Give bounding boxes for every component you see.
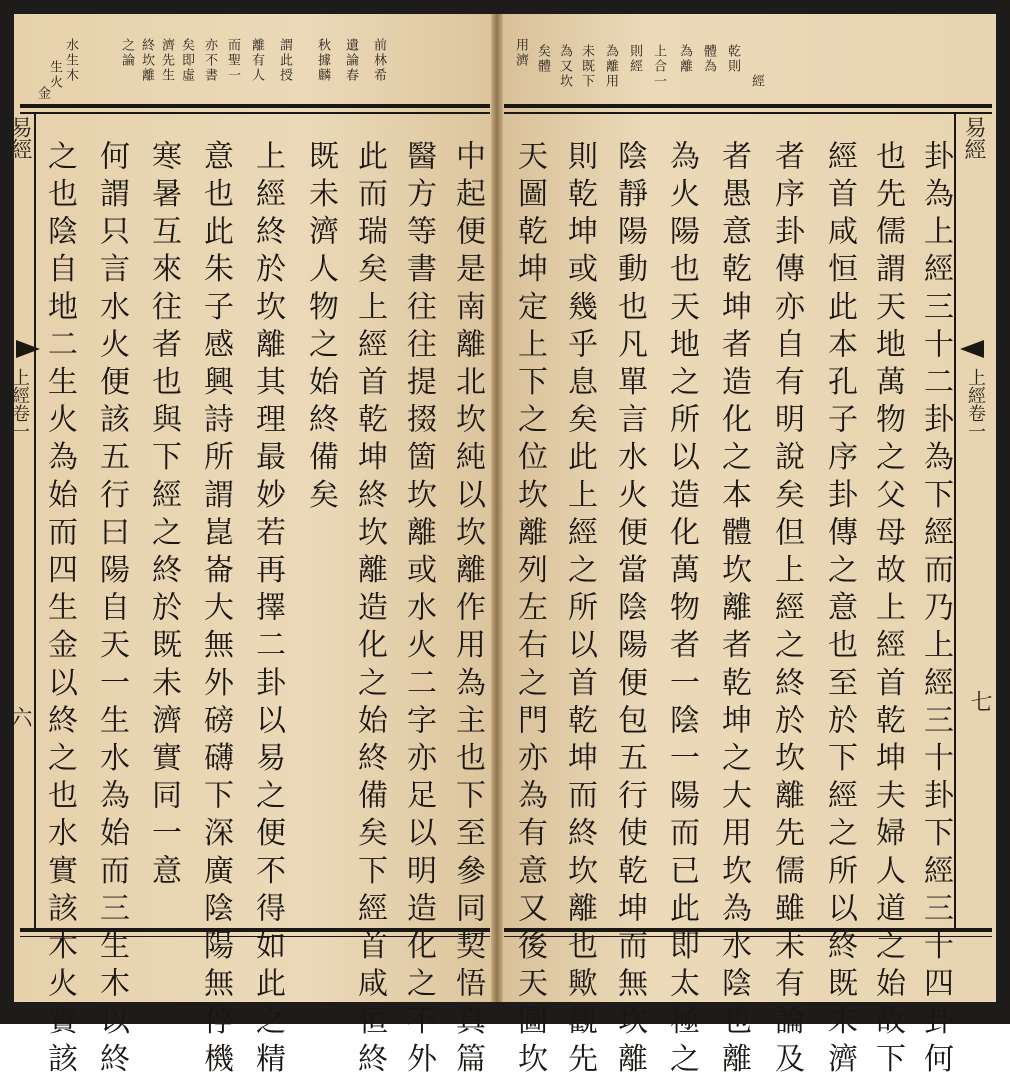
- text-column: 也先儒謂天地萬物之父母故上經首乾坤夫婦人道之始故下: [870, 140, 905, 1080]
- text-column: 者愚意乾坤者造化之本體坎離者乾坤之大用坎為水陰也離: [716, 140, 751, 1080]
- text-column: 則乾坤或幾乎息矣此上經之所以首乾坤而終坎離也歟觀先: [562, 140, 597, 1080]
- header-column: 為離: [677, 44, 692, 74]
- header-column: 未既下: [579, 44, 594, 89]
- text-column: 中起便是南離北坎純以坎離作用為主也下至參同契悟真篇: [450, 140, 485, 1080]
- text-column: 陰靜陽動也凡單言水火便當陰陽便包五行使乾坤而無坎離: [612, 140, 647, 1080]
- right-edge-title: 易經: [961, 116, 986, 160]
- header-column: 經: [749, 74, 764, 89]
- left-frame-top-rule: [20, 112, 490, 114]
- header-column: 上合一: [651, 44, 666, 89]
- text-column: 何謂只言水火便該五行曰陽自天一生水為始而三生木以終: [94, 140, 129, 1080]
- text-column: 此而瑞矣上經首乾坤終坎離造化之始終備矣下經首咸恒終: [352, 140, 387, 1080]
- right-header-bottom-rule: [504, 104, 992, 108]
- right-frame-top-rule: [504, 112, 992, 114]
- left-edge-title: 易經: [7, 116, 32, 160]
- header-column: 為又坎: [557, 44, 572, 89]
- text-column: 意也此朱子感興詩所謂崑崙大無外磅礴下深廣陰陽無停機: [198, 140, 233, 1080]
- left-edge-chapter: 上經卷一: [9, 368, 30, 440]
- header-column: 前林希: [371, 38, 386, 83]
- right-edge-chapter: 上經卷一: [965, 368, 986, 440]
- left-fish-tail-mark: [16, 340, 40, 358]
- header-column: 遺論春: [343, 38, 358, 83]
- text-column: 為火陽也天地之所以造化萬物者一陰一陽而已此即太極之: [664, 140, 699, 1080]
- text-column: 既未濟人物之始終備矣: [303, 140, 338, 516]
- header-column: 體為: [701, 44, 716, 74]
- right-edge-page-number: 七: [967, 690, 992, 712]
- header-column: 亦不書: [202, 38, 217, 83]
- header-column: 則經: [627, 44, 642, 74]
- text-column: 卦為上經三十二卦為下經而乃上經三十卦下經三十四卦何: [918, 140, 953, 1080]
- text-column: 之也陰自地二生火為始而四生金以終之也水實該木火實該: [42, 140, 77, 1080]
- header-column: 之論: [119, 38, 134, 68]
- right-fish-tail-mark: [960, 340, 984, 358]
- header-column: 矣體: [535, 44, 550, 74]
- header-column: 濟先生: [159, 38, 174, 83]
- header-column: 謂此授: [277, 38, 292, 83]
- header-column: 矣即虛: [179, 38, 194, 83]
- text-column: 天圖乾坤定上下之位坎離列左右之門亦為有意又後天圖坎: [512, 140, 547, 1080]
- header-column: 乾則: [725, 44, 740, 74]
- header-column: 用濟: [513, 38, 528, 68]
- header-column: 秋據麟: [315, 38, 330, 83]
- header-column: 水生木: [63, 38, 78, 83]
- text-column: 醫方等書往往提掇箇坎離或水火二字亦足以明造化之不外: [401, 140, 436, 1080]
- header-column: 為離用: [603, 44, 618, 89]
- header-column: 離有人: [249, 38, 264, 83]
- header-column: 生火: [47, 60, 62, 90]
- header-column: 而聖一: [225, 38, 240, 83]
- text-column: 上經終於坎離其理最妙若再擇二卦以易之便不得如此之精: [250, 140, 285, 1080]
- right-frame-outer-rule: [954, 112, 956, 930]
- header-column: 終坎離: [139, 38, 154, 83]
- left-edge-page-number: 六: [7, 706, 32, 728]
- left-frame-outer-rule: [34, 112, 36, 930]
- text-column: 者序卦傳亦自有明說矣但上經之終於坎離先儒雖未有論及: [769, 140, 804, 1080]
- text-column: 經首咸恒此本孔子序卦傳之意也至於下經之所以終既未濟: [822, 140, 857, 1080]
- header-column: 金: [35, 86, 50, 101]
- book-gutter: [491, 14, 503, 1002]
- left-header-bottom-rule: [20, 104, 490, 108]
- text-column: 寒暑互來往者也與下經之終於既未濟實同一意: [146, 140, 181, 892]
